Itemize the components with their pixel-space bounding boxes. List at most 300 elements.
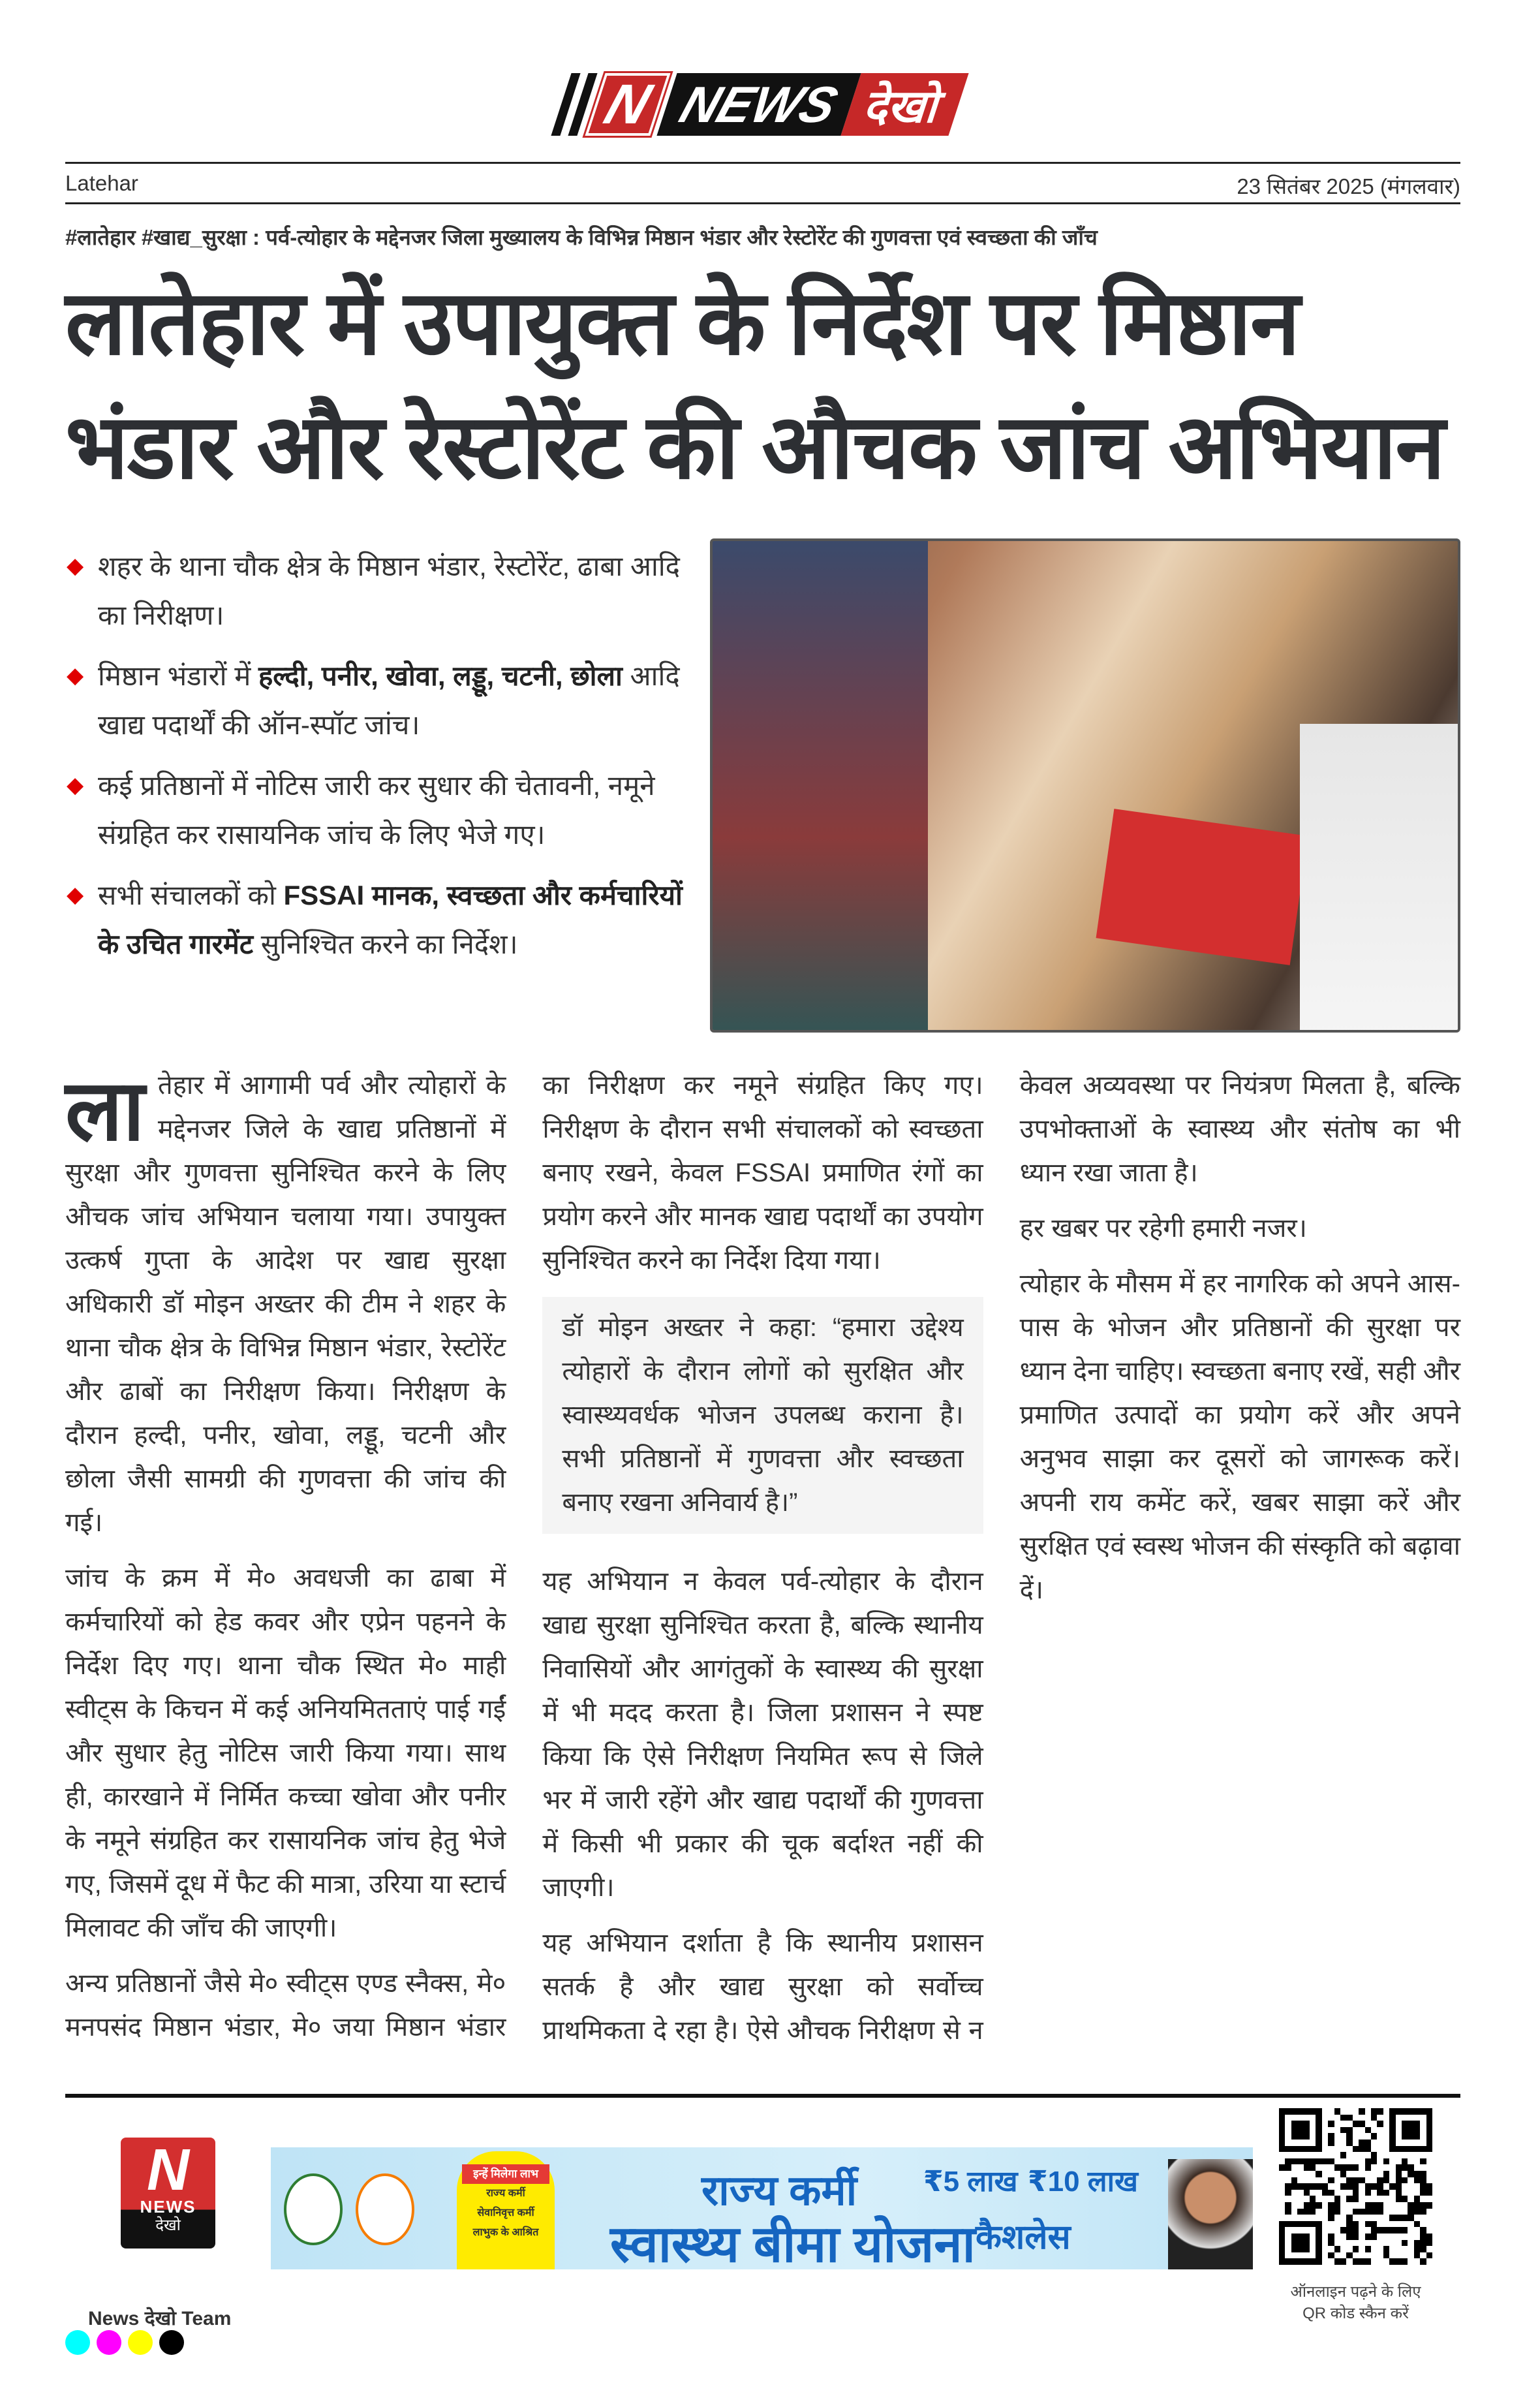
qr-module: [1383, 2164, 1389, 2171]
qr-module: [1359, 2164, 1364, 2171]
qr-module: [1328, 2140, 1334, 2146]
qr-module: [1359, 2209, 1364, 2215]
qr-caption-line: ऑनलाइन पढ़ने के लिए: [1290, 2283, 1421, 2301]
qr-module: [1310, 2240, 1316, 2247]
qr-module: [1420, 2127, 1426, 2134]
qr-module: [1322, 2183, 1328, 2190]
qr-module: [1285, 2221, 1291, 2228]
qr-module: [1353, 2140, 1359, 2146]
beneficiaries-box: [457, 2151, 555, 2269]
qr-module: [1304, 2177, 1310, 2184]
qr-module: [1389, 2196, 1395, 2202]
qr-module: [1291, 2183, 1297, 2190]
qr-module: [1328, 2133, 1334, 2140]
qr-module: [1304, 2202, 1310, 2209]
qr-module: [1414, 2133, 1420, 2140]
news-dekho-logo[interactable]: [561, 73, 966, 136]
qr-module: [1297, 2140, 1303, 2146]
qr-module: [1291, 2233, 1297, 2240]
qr-module: [1340, 2227, 1346, 2233]
qr-module: [1291, 2227, 1297, 2233]
article-paragraph: यह अभियान दर्शाता है कि स्थानीय प्रशासन सतर्क है और खाद्य सुरक्षा को सर्वोच्च प्राथमिकता दे रहा है। ऐसे औचक निरीक्षण से न केवल अव्यवस्था पर नियंत्रण मिलता है, बल्कि उपभोक्ताओं के स्वास्थ्य और संतोष का भी ध्यान रखा जाता है।: [542, 1071, 1460, 2045]
qr-module: [1365, 2240, 1371, 2247]
qr-module: [1328, 2221, 1334, 2228]
qr-module: [1285, 2215, 1291, 2221]
qr-module: [1353, 2152, 1359, 2158]
qr-module: [1371, 2127, 1377, 2134]
qr-module: [1322, 2190, 1328, 2196]
qr-module: [1346, 2221, 1352, 2228]
qr-module: [1340, 2108, 1346, 2115]
banner-amount-1: ₹5 लाख: [923, 2166, 1018, 2198]
qr-module: [1285, 2196, 1291, 2202]
qr-module: [1334, 2258, 1340, 2265]
qr-module: [1279, 2127, 1285, 2134]
qr-module: [1285, 2252, 1291, 2259]
qr-module: [1334, 2209, 1340, 2215]
qr-module: [1304, 2246, 1310, 2252]
qr-module: [1310, 2252, 1316, 2259]
highlight-text: कई प्रतिष्ठानों में नोटिस जारी कर सुधार की चेतावनी, नमूने संग्रहित कर रासायनिक जांच के लिए भेजे गए।: [98, 770, 655, 850]
qr-module: [1322, 2246, 1328, 2252]
logo-dekho-text: देखो: [840, 73, 968, 136]
qr-module: [1304, 2164, 1310, 2171]
qr-module: [1279, 2233, 1285, 2240]
qr-module: [1346, 2158, 1352, 2165]
qr-module: [1414, 2108, 1420, 2115]
qr-module: [1389, 2115, 1395, 2121]
qr-module: [1389, 2177, 1395, 2184]
qr-module: [1340, 2246, 1346, 2252]
qr-module: [1285, 2190, 1291, 2196]
qr-module: [1334, 2190, 1340, 2196]
qr-module: [1420, 2258, 1426, 2265]
qr-module: [1310, 2246, 1316, 2252]
beneficiaries-heading: इन्हें मिलेगा लाभ: [462, 2164, 549, 2184]
qr-module: [1408, 2140, 1413, 2146]
qr-module: [1359, 2190, 1364, 2196]
qr-module: [1334, 2108, 1340, 2115]
qr-module: [1346, 2233, 1352, 2240]
qr-module: [1297, 2108, 1303, 2115]
qr-module: [1359, 2108, 1364, 2115]
qr-module: [1353, 2233, 1359, 2240]
qr-module: [1334, 2215, 1340, 2221]
qr-module: [1396, 2246, 1402, 2252]
qr-module: [1291, 2202, 1297, 2209]
qr-module: [1291, 2127, 1297, 2134]
qr-module: [1297, 2227, 1303, 2233]
qr-module: [1371, 2140, 1377, 2146]
qr-module: [1414, 2121, 1420, 2127]
qr-module: [1353, 2258, 1359, 2265]
highlight-item: [65, 651, 692, 749]
qr-module: [1383, 2171, 1389, 2177]
qr-module: [1304, 2152, 1310, 2158]
qr-module: [1408, 2215, 1413, 2221]
qr-module: [1328, 2190, 1334, 2196]
qr-module: [1346, 2183, 1352, 2190]
qr-module: [1426, 2233, 1432, 2240]
qr-module: [1279, 2252, 1285, 2259]
qr-module: [1328, 2252, 1334, 2259]
qr-module: [1346, 2121, 1352, 2127]
qr-module: [1297, 2177, 1303, 2184]
qr-module: [1389, 2183, 1395, 2190]
qr-module: [1297, 2202, 1303, 2209]
qr-module: [1279, 2133, 1285, 2140]
qr-module: [1365, 2146, 1371, 2153]
diamond-bullet-icon: ◆: [67, 773, 84, 798]
qr-module: [1279, 2196, 1285, 2202]
beneficiary-item: लाभुक के आश्रित: [472, 2227, 539, 2238]
qr-module: [1359, 2202, 1364, 2209]
qr-module: [1396, 2202, 1402, 2209]
qr-module: [1304, 2258, 1310, 2265]
drop-cap: ला: [65, 1063, 145, 1158]
qr-module: [1310, 2146, 1316, 2153]
qr-module: [1291, 2115, 1297, 2121]
qr-module: [1334, 2115, 1340, 2121]
qr-module: [1316, 2121, 1321, 2127]
qr-module: [1316, 2158, 1321, 2165]
qr-module: [1389, 2121, 1395, 2127]
qr-module: [1297, 2215, 1303, 2221]
qr-module: [1322, 2196, 1328, 2202]
qr-module: [1346, 2202, 1352, 2209]
qr-module: [1328, 2121, 1334, 2127]
qr-module: [1359, 2233, 1364, 2240]
logo-n-mark: N: [147, 2138, 189, 2203]
qr-module: [1316, 2209, 1321, 2215]
health-insurance-ad-banner[interactable]: [271, 2147, 1253, 2273]
qr-code[interactable]: [1279, 2108, 1432, 2265]
qr-module: [1359, 2240, 1364, 2247]
qr-module: [1340, 2152, 1346, 2158]
qr-module: [1365, 2196, 1371, 2202]
qr-module: [1420, 2221, 1426, 2228]
qr-caption: [1266, 2281, 1445, 2324]
qr-module: [1396, 2152, 1402, 2158]
qr-module: [1316, 2177, 1321, 2184]
qr-module: [1328, 2196, 1334, 2202]
qr-module: [1371, 2190, 1377, 2196]
qr-module: [1285, 2233, 1291, 2240]
qr-module: [1346, 2258, 1352, 2265]
magenta-dot: [97, 2330, 121, 2355]
qr-module: [1408, 2108, 1413, 2115]
qr-module: [1279, 2158, 1285, 2165]
highlights-list: [65, 542, 692, 980]
qr-module: [1353, 2190, 1359, 2196]
qr-module: [1291, 2252, 1297, 2259]
qr-module: [1334, 2127, 1340, 2134]
print-registration-dots: [65, 2330, 184, 2355]
qr-module: [1316, 2152, 1321, 2158]
qr-module: [1322, 2140, 1328, 2146]
qr-module: [1297, 2258, 1303, 2265]
qr-module: [1279, 2190, 1285, 2196]
qr-module: [1359, 2158, 1364, 2165]
qr-module: [1359, 2215, 1364, 2221]
qr-module: [1316, 2183, 1321, 2190]
qr-module: [1304, 2115, 1310, 2121]
qr-module: [1285, 2146, 1291, 2153]
qr-module: [1396, 2233, 1402, 2240]
qr-module: [1377, 2146, 1383, 2153]
qr-module: [1285, 2209, 1291, 2215]
qr-module: [1408, 2258, 1413, 2265]
qr-module: [1377, 2215, 1383, 2221]
qr-module: [1420, 2115, 1426, 2121]
qr-module: [1414, 2209, 1420, 2215]
qr-module: [1328, 2227, 1334, 2233]
qr-module: [1414, 2221, 1420, 2228]
qr-module: [1328, 2215, 1334, 2221]
qr-module: [1353, 2177, 1359, 2184]
qr-module: [1365, 2115, 1371, 2121]
qr-module: [1420, 2171, 1426, 2177]
qr-module: [1346, 2133, 1352, 2140]
qr-module: [1377, 2108, 1383, 2115]
qr-module: [1353, 2158, 1359, 2165]
qr-module: [1310, 2121, 1316, 2127]
qr-module: [1426, 2183, 1432, 2190]
logo-news-text: NEWS: [656, 73, 861, 136]
qr-module: [1365, 2171, 1371, 2177]
article-paragraph: अन्य प्रतिष्ठानों जैसे मे० स्वीट्स एण्ड स्नैक्स, मे० मनपसंद मिष्ठान भंडार, मे० जया मिष्ठान भंडार का निरीक्षण कर नमूने संग्रहित किए गए। निरीक्षण के दौरान सभी संचालकों को स्वच्छता बनाए रखने, केवल FSSAI प्रमाणित रंगों का प्रयोग करने और मानक खाद्य पदार्थों का उपयोग सुनिश्चित करने का निर्देश दिया गया।: [65, 1071, 983, 2042]
qr-module: [1316, 2221, 1321, 2228]
qr-module: [1426, 2158, 1432, 2165]
qr-module: [1353, 2252, 1359, 2259]
qr-module: [1371, 2209, 1377, 2215]
qr-module: [1346, 2108, 1352, 2115]
footer-news-logo[interactable]: [121, 2138, 215, 2249]
qr-module: [1402, 2115, 1408, 2121]
qr-module: [1328, 2127, 1334, 2134]
qr-module: [1304, 2121, 1310, 2127]
qr-module: [1408, 2233, 1413, 2240]
qr-module: [1297, 2246, 1303, 2252]
qr-module: [1304, 2190, 1310, 2196]
qr-module: [1291, 2164, 1297, 2171]
qr-module: [1426, 2146, 1432, 2153]
qr-module: [1371, 2252, 1377, 2259]
qr-module: [1310, 2158, 1316, 2165]
qr-module: [1383, 2127, 1389, 2134]
qr-module: [1322, 2158, 1328, 2165]
qr-module: [1359, 2121, 1364, 2127]
qr-module: [1359, 2252, 1364, 2259]
qr-module: [1285, 2202, 1291, 2209]
qr-module: [1426, 2227, 1432, 2233]
qr-module: [1310, 2108, 1316, 2115]
qr-module: [1426, 2209, 1432, 2215]
qr-module: [1322, 2115, 1328, 2121]
qr-module: [1365, 2258, 1371, 2265]
qr-module: [1316, 2196, 1321, 2202]
qr-module: [1396, 2164, 1402, 2171]
qr-module: [1402, 2215, 1408, 2221]
qr-module: [1310, 2233, 1316, 2240]
qr-module: [1297, 2121, 1303, 2127]
qr-module: [1328, 2115, 1334, 2121]
qr-module: [1291, 2158, 1297, 2165]
qr-module: [1359, 2171, 1364, 2177]
qr-module: [1389, 2171, 1395, 2177]
qr-module: [1322, 2227, 1328, 2233]
qr-module: [1402, 2140, 1408, 2146]
qr-module: [1346, 2140, 1352, 2146]
qr-module: [1408, 2202, 1413, 2209]
qr-module: [1402, 2252, 1408, 2259]
qr-module: [1396, 2133, 1402, 2140]
qr-module: [1279, 2215, 1285, 2221]
qr-module: [1426, 2152, 1432, 2158]
qr-module: [1346, 2171, 1352, 2177]
qr-module: [1316, 2240, 1321, 2247]
qr-module: [1365, 2233, 1371, 2240]
qr-module: [1414, 2152, 1420, 2158]
qr-module: [1389, 2202, 1395, 2209]
qr-module: [1328, 2171, 1334, 2177]
qr-module: [1371, 2227, 1377, 2233]
qr-module: [1316, 2246, 1321, 2252]
qr-module: [1402, 2196, 1408, 2202]
banner-cashless: कैशलेस: [976, 2218, 1071, 2256]
qr-module: [1371, 2121, 1377, 2127]
qr-module: [1377, 2115, 1383, 2121]
qr-module: [1365, 2252, 1371, 2259]
black-dot: [159, 2330, 184, 2355]
qr-module: [1359, 2221, 1364, 2228]
qr-module: [1279, 2227, 1285, 2233]
qr-module: [1291, 2177, 1297, 2184]
qr-module: [1383, 2252, 1389, 2259]
qr-module: [1377, 2252, 1383, 2259]
article-paragraph: जांच के क्रम में मे० अवधजी का ढाबा में कर्मचारियों को हेड कवर और एप्रेन पहनने के निर्देश दिए गए। थाना चौक स्थित मे० माही स्वीट्स के किचन में कई अनियमितताएं पाई गईं और सुधार हेतु नोटिस जारी किया गया। साथ ही, कारखाने में निर्मित कच्चा खोवा और पनीर के नमूने संग्रहित कर रासायनिक जांच हेतु भेजे गए, जिसमें दूध में फैट की मात्रा, उरिया या स्टार्च मिलावट की जाँच की जाएगी।: [65, 1564, 506, 1942]
qr-module: [1426, 2133, 1432, 2140]
qr-module: [1310, 2190, 1316, 2196]
qr-module: [1279, 2177, 1285, 2184]
qr-module: [1297, 2171, 1303, 2177]
qr-module: [1334, 2240, 1340, 2247]
qr-module: [1414, 2258, 1420, 2265]
qr-module: [1389, 2252, 1395, 2259]
qr-module: [1304, 2227, 1310, 2233]
qr-module: [1402, 2227, 1408, 2233]
qr-module: [1402, 2183, 1408, 2190]
qr-module: [1316, 2115, 1321, 2121]
qr-module: [1402, 2158, 1408, 2165]
qr-module: [1310, 2227, 1316, 2233]
qr-module: [1365, 2202, 1371, 2209]
qr-module: [1426, 2121, 1432, 2127]
qr-module: [1377, 2140, 1383, 2146]
qr-module: [1340, 2127, 1346, 2134]
qr-module: [1396, 2183, 1402, 2190]
banner-amount-2: ₹10 लाख: [1028, 2166, 1139, 2198]
qr-module: [1316, 2258, 1321, 2265]
qr-module: [1420, 2183, 1426, 2190]
diamond-bullet-icon: ◆: [67, 882, 84, 907]
qr-module: [1420, 2146, 1426, 2153]
qr-module: [1340, 2258, 1346, 2265]
qr-module: [1359, 2227, 1364, 2233]
qr-module: [1328, 2158, 1334, 2165]
qr-module: [1346, 2164, 1352, 2171]
qr-module: [1414, 2115, 1420, 2121]
qr-module: [1389, 2233, 1395, 2240]
qr-module: [1346, 2209, 1352, 2215]
qr-module: [1279, 2209, 1285, 2215]
banner-title-line1: राज्य कर्मी: [701, 2167, 857, 2214]
qr-module: [1365, 2108, 1371, 2115]
qr-module: [1359, 2127, 1364, 2134]
qr-module: [1359, 2196, 1364, 2202]
qr-module: [1291, 2246, 1297, 2252]
qr-module: [1322, 2258, 1328, 2265]
qr-module: [1377, 2152, 1383, 2158]
qr-module: [1408, 2171, 1413, 2177]
qr-module: [1383, 2115, 1389, 2121]
qr-module: [1365, 2177, 1371, 2184]
qr-module: [1365, 2183, 1371, 2190]
qr-module: [1420, 2252, 1426, 2259]
qr-module: [1420, 2202, 1426, 2209]
qr-module: [1328, 2152, 1334, 2158]
qr-module: [1389, 2190, 1395, 2196]
qr-module: [1328, 2164, 1334, 2171]
qr-module: [1377, 2190, 1383, 2196]
inspection-photo: [710, 538, 1460, 1033]
qr-module: [1304, 2240, 1310, 2247]
qr-module: [1328, 2183, 1334, 2190]
qr-module: [1291, 2133, 1297, 2140]
qr-module: [1377, 2127, 1383, 2134]
qr-module: [1426, 2127, 1432, 2134]
qr-module: [1353, 2121, 1359, 2127]
qr-module: [1340, 2133, 1346, 2140]
photo-red-counter: [1096, 809, 1308, 965]
qr-module: [1396, 2221, 1402, 2228]
qr-module: [1402, 2233, 1408, 2240]
qr-module: [1285, 2164, 1291, 2171]
qr-module: [1377, 2121, 1383, 2127]
qr-module: [1377, 2164, 1383, 2171]
qr-module: [1396, 2108, 1402, 2115]
qr-module: [1328, 2209, 1334, 2215]
qr-module: [1297, 2158, 1303, 2165]
qr-module: [1346, 2246, 1352, 2252]
qr-module: [1402, 2152, 1408, 2158]
qr-module: [1316, 2190, 1321, 2196]
qr-module: [1402, 2121, 1408, 2127]
qr-module: [1346, 2115, 1352, 2121]
highlight-bold-text: FSSAI मानक, स्वच्छता और कर्मचारियों के उचित गारमेंट: [98, 880, 683, 959]
qr-module: [1359, 2115, 1364, 2121]
qr-module: [1420, 2133, 1426, 2140]
qr-module: [1322, 2233, 1328, 2240]
qr-module: [1340, 2183, 1346, 2190]
qr-module: [1334, 2133, 1340, 2140]
qr-module: [1389, 2133, 1395, 2140]
qr-module: [1279, 2115, 1285, 2121]
qr-module: [1328, 2258, 1334, 2265]
qr-module: [1426, 2190, 1432, 2196]
qr-module: [1414, 2233, 1420, 2240]
qr-module: [1414, 2183, 1420, 2190]
